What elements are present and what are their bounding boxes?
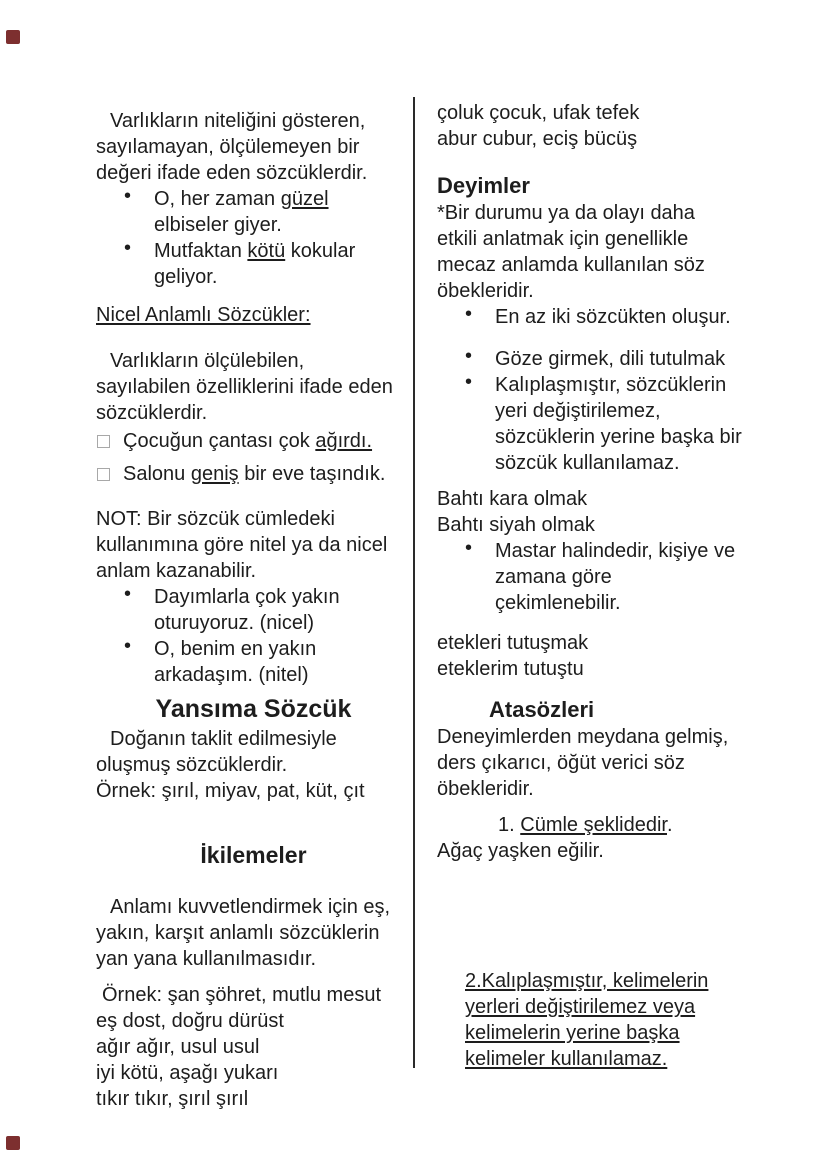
paragraph-yansima	[96, 726, 411, 804]
text-line: 2.Kalıplaşmıştır, kelimelerin	[465, 970, 709, 992]
text-line: Ağaç yaşken eğilir.	[437, 840, 604, 862]
text-line: öbekleridir.	[437, 778, 534, 800]
corner-marker-bottom-icon	[6, 1136, 20, 1150]
paragraph-bahti	[437, 486, 771, 538]
corner-marker-top-icon	[6, 30, 20, 44]
text-line: çekimlenebilir.	[495, 592, 621, 614]
text-line: oluşmuş sözcüklerdir.	[96, 754, 288, 776]
bullet-icon: •	[124, 583, 132, 605]
text-line: öbekleridir.	[437, 280, 534, 302]
text-line: sözcüklerdir.	[96, 402, 208, 424]
text-line: arkadaşım. (nitel)	[154, 664, 309, 686]
text-line: Dayımlarla çok yakın	[154, 586, 340, 608]
text-line: sözcüklerin yerine başka bir	[495, 426, 742, 448]
list-item	[437, 372, 771, 476]
text-line: zamana göre	[495, 566, 612, 588]
paragraph-deyimler-definition	[437, 200, 771, 304]
text-line: Mutfaktan kötü kokular	[154, 240, 356, 262]
column-divider	[413, 97, 415, 1068]
text-line: sayılabilen özelliklerini ifade eden	[96, 376, 393, 398]
text-line: geliyor.	[154, 266, 218, 288]
text-line: etekleri tutuşmak	[437, 632, 589, 654]
checkbox-example-row: Çocuğun çantası çok ağırdı.	[96, 428, 411, 455]
text-line: yakın, karşıt anlamlı sözcüklerin	[96, 922, 380, 944]
text-line: *Bir durumu ya da olayı daha	[437, 202, 695, 224]
list-item	[96, 584, 411, 636]
text-line: eş dost, doğru dürüst	[96, 1010, 284, 1032]
text-line: çoluk çocuk, ufak tefek	[437, 102, 640, 124]
bullet-icon: •	[465, 303, 473, 325]
numbered-item: 1. Cümle şeklidedir.	[498, 814, 673, 836]
text-line: Göze girmek, dili tutulmak	[495, 348, 726, 370]
bullet-list-nitel-examples	[96, 186, 411, 290]
text-line: kelimelerin yerine başka	[465, 1022, 680, 1044]
text-line: Deneyimlerden meydana gelmiş,	[437, 726, 729, 748]
bullet-icon: •	[124, 185, 132, 207]
text-line: yan yana kullanılmasıdır.	[96, 948, 317, 970]
text-line: tıkır tıkır, şırıl şırıl	[96, 1088, 249, 1110]
text-line: oturuyoruz. (nicel)	[154, 612, 315, 634]
checkbox-example-row: Salonu geniş bir eve taşındık.	[96, 461, 411, 488]
list-item	[96, 636, 411, 688]
text-line: sayılamayan, ölçülemeyen bir	[96, 136, 360, 158]
paragraph-nicel-definition	[96, 348, 411, 426]
section-heading-atasozleri: Atasözleri	[489, 697, 595, 722]
text-line: kelimeler kullanılamaz.	[465, 1048, 668, 1070]
bullet-icon: •	[465, 537, 473, 559]
bullet-icon: •	[124, 635, 132, 657]
paragraph-kaliplasmistir	[437, 968, 771, 1072]
bullet-icon: •	[465, 371, 473, 393]
text-line: O, her zaman güzel	[154, 188, 329, 210]
checkbox-icon	[97, 468, 110, 481]
text-line: etkili anlatmak için genellikle	[437, 228, 689, 250]
paragraph-atasozleri-definition	[437, 724, 771, 802]
checkbox-icon	[97, 435, 110, 448]
paragraph-ikilemeler-examples	[96, 982, 411, 1112]
list-item	[437, 304, 771, 330]
text-line: mecaz anlamda kullanılan söz	[437, 254, 705, 276]
text-line: Örnek: şan şöhret, mutlu mesut	[102, 984, 382, 1006]
list-item	[437, 538, 771, 616]
text-line: eteklerim tutuştu	[437, 658, 584, 680]
text-line: Bahtı siyah olmak	[437, 514, 595, 536]
list-item	[96, 238, 411, 290]
text-line: Varlıkların ölçülebilen,	[110, 350, 305, 372]
text-line: ağır ağır, usul usul	[96, 1036, 260, 1058]
text-line: anlam kazanabilir.	[96, 560, 257, 582]
section-heading-deyimler: Deyimler	[437, 173, 530, 198]
text-line: yeri değiştirilemez,	[495, 400, 661, 422]
section-heading-yansima: Yansıma Sözcük	[155, 695, 352, 723]
bullet-icon: •	[465, 345, 473, 367]
paragraph-nitel-definition	[96, 108, 411, 186]
bullet-list-note-examples	[96, 584, 411, 688]
text-line: Bahtı kara olmak	[437, 488, 588, 510]
section-heading-ikilemeler: İkilemeler	[200, 842, 307, 868]
left-column	[96, 100, 411, 1112]
text-line: Kalıplaşmıştır, sözcüklerin	[495, 374, 727, 396]
text-line: yerleri değiştirilemez veya	[465, 996, 696, 1018]
text-line: kullanımına göre nitel ya da nicel	[96, 534, 388, 556]
text-line: abur cubur, eciş bücüş	[437, 128, 638, 150]
text-line: sözcük kullanılamaz.	[495, 452, 680, 474]
text-line: iyi kötü, aşağı yukarı	[96, 1062, 279, 1084]
text-line: Varlıkların niteliğini gösteren,	[110, 110, 366, 132]
paragraph-note	[96, 506, 411, 584]
text-line: değeri ifade eden sözcüklerdir.	[96, 162, 368, 184]
text-line: elbiseler giyer.	[154, 214, 282, 236]
text-line: ders çıkarıcı, öğüt verici söz	[437, 752, 685, 774]
text-line: O, benim en yakın	[154, 638, 317, 660]
text-line: Doğanın taklit edilmesiyle	[110, 728, 337, 750]
text-line: Anlamı kuvvetlendirmek için eş,	[110, 896, 391, 918]
text-line: Mastar halindedir, kişiye ve	[495, 540, 736, 562]
section-heading-nicel: Nicel Anlamlı Sözcükler:	[96, 304, 311, 326]
list-item	[96, 186, 411, 238]
paragraph-ikilemeler-definition	[96, 894, 411, 972]
paragraph-etekleri	[437, 630, 771, 682]
right-column	[437, 92, 771, 1072]
text-line: En az iki sözcükten oluşur.	[495, 306, 731, 328]
text-line: Örnek: şırıl, miyav, pat, küt, çıt	[96, 780, 365, 802]
list-item	[437, 346, 771, 372]
paragraph-ikilemeler-continued	[437, 100, 771, 152]
text-line: NOT: Bir sözcük cümledeki	[96, 508, 335, 530]
bullet-icon: •	[124, 237, 132, 259]
